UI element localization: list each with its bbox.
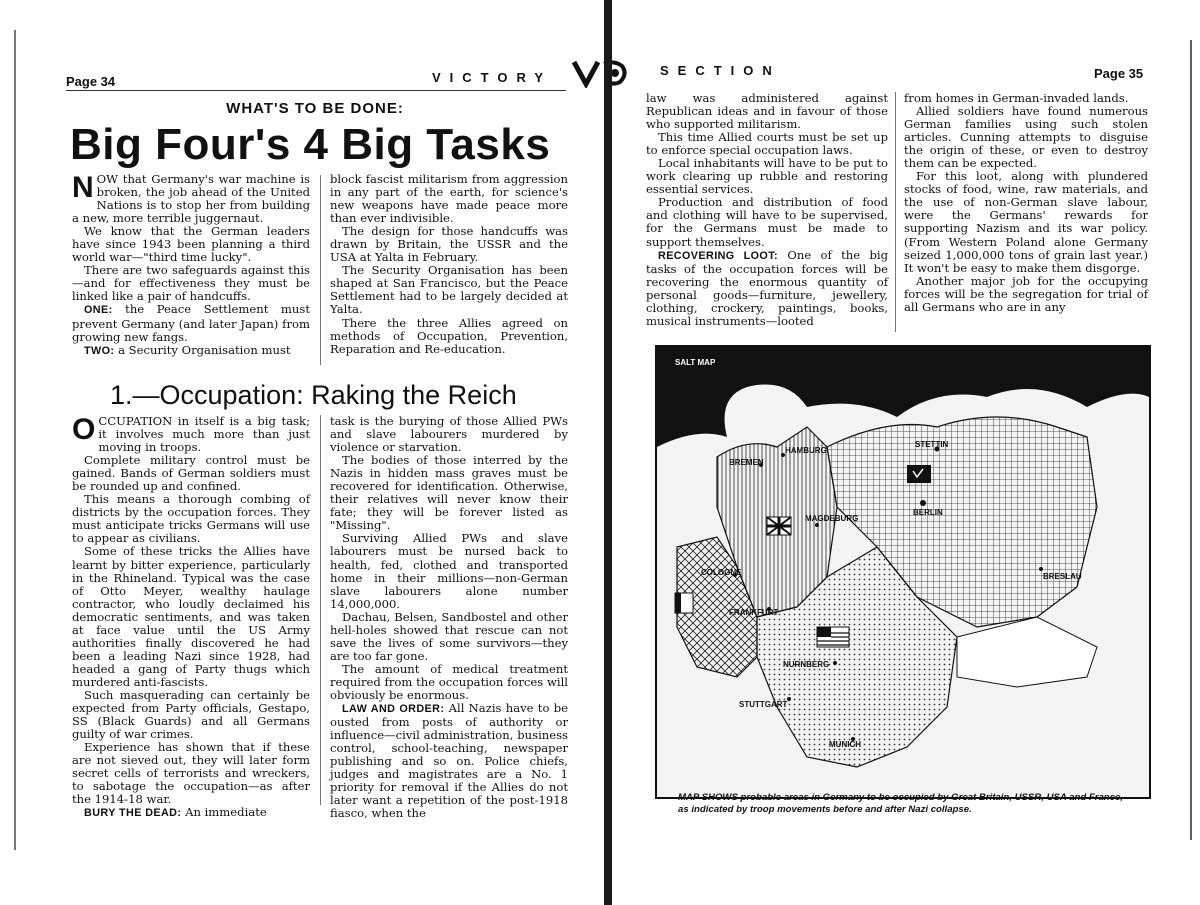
body-para: This time Allied courts must be set up to enforce special occupation laws. <box>646 130 888 158</box>
map-label: BREMEN <box>729 458 764 467</box>
map-label: STETTIN <box>915 440 949 449</box>
body-para: An immediate <box>185 805 267 820</box>
article-kicker: WHAT'S TO BE DONE: <box>226 100 404 117</box>
body-para: Some of these tricks the Allies have learnt by bitter experience, particularly in the Rhineland. Typical was the case of Otto Meyer, wealthy haulage contractor, who loudly declaimed his democratic sentiments, and was taken at face value until the US Army authorities finally discovered he had been a leading Nazi since 1928, had headed a gang of Party thugs which murdered anti-fascists. <box>72 544 310 689</box>
body-para: Experience has shown that if these are not sieved out, they will later form secret cells of terrorists and wreckers, to sabotage the occupation—as after the 1914-18 war. <box>72 740 310 807</box>
body-para: The bodies of those interred by the Nazis in hidden mass graves must be recovered for identification. Otherwise, their relatives will never know their fate; they will be forever listed as "Missing". <box>330 453 568 533</box>
soviet-flag-icon <box>907 465 931 483</box>
dropcap-n: N <box>72 171 94 204</box>
lead-in: ONE: <box>84 304 113 317</box>
intro-para: OW that Germany's war machine is broken, the job ahead of the United Nations is to stop her from building a new, more terrible juggernaut. <box>72 172 310 226</box>
body-para: Dachau, Belsen, Sandbostel and other hell-holes showed that rescue can not save the lives of some survivors—they are too far gone. <box>330 609 568 663</box>
us-flag-icon <box>817 627 849 647</box>
body-para: All Nazis have to be ousted from posts of authority or influence—civil administration, business control, school-teaching, newspaper publishing and so on. Police chiefs, judges and magistrates are a No. 1 priority for removal if the Allies do not later want a repetition of the post-1918 fiasco, when the <box>330 701 568 821</box>
french-flag-icon <box>675 593 693 613</box>
right-column-2 <box>904 92 1148 314</box>
column-rule <box>320 415 321 805</box>
caption-lead: MAP SHOWS <box>678 792 738 803</box>
union-jack-flag-icon <box>767 517 791 535</box>
article-headline: Big Four's 4 Big Tasks <box>70 120 551 169</box>
map-label: STUTTGART <box>739 700 788 709</box>
map-label: BRESLAU <box>1043 572 1082 581</box>
intro-column-1 <box>72 173 310 358</box>
body-para: Allied soldiers have found numerous German families using such stolen articles. Cunning attempts to disguise the origin of these, or even to destroy them can be expected. <box>904 104 1148 171</box>
body-para: task is the burying of those Allied PWs and slave labourers murdered by violence or starvation. <box>330 414 568 455</box>
body-para: law was administered against Republican ideas and in favour of those who supported militarism. <box>646 91 888 132</box>
map-label: NURNBERG <box>783 660 830 669</box>
intro-para: a Security Organisation must <box>118 342 291 357</box>
occupation-map <box>655 345 1151 799</box>
body-para: from homes in German-invaded lands. <box>904 91 1129 105</box>
left-page-number: Page 34 <box>66 74 116 89</box>
intro-para: We know that the German leaders have since 1943 been planning a third world war—"third time lucky". <box>72 224 310 265</box>
lead-in: LAW AND ORDER: <box>342 703 445 716</box>
intro-para: The design for those handcuffs was drawn by Britain, the USSR and the USA at Yalta in February. <box>330 224 568 265</box>
lead-in: RECOVERING LOOT: <box>658 249 779 262</box>
map-caption <box>678 792 1128 816</box>
body-para: Production and distribution of food and clothing will have to be supervised, for the Germans must be made to support themselves. <box>646 195 888 249</box>
right-page-number: Page 35 <box>1094 66 1144 81</box>
victory-v-emblem-icon <box>570 58 634 88</box>
right-column-1 <box>646 92 888 328</box>
body-para: This means a thorough combing of districts by the occupation forces. They must anticipate tricks Germans will use to appear as civilians. <box>72 492 310 546</box>
intro-para: The Security Organisation has been shaped at San Francisco, but the Peace Settlement had to be largely decided at Yalta. <box>330 263 568 317</box>
body-para: The amount of medical treatment required from the occupation forces will obviously be enormous. <box>330 661 568 702</box>
lead-in: BURY THE DEAD: <box>84 807 182 820</box>
map-label: COLOGNE <box>701 568 742 577</box>
body-para: Surviving Allied PWs and slave labourers must be nursed back to health, fed, clothed and transported home in their millions—non-German slave labourers alone number 14,000,000. <box>330 531 568 611</box>
column-rule <box>895 92 896 332</box>
map-label: SALT MAP <box>675 358 716 367</box>
center-gutter <box>604 0 612 905</box>
map-label: BERLIN <box>913 508 943 517</box>
caption-text: probable areas in Germany to be occupied by Great Britain, USSR, USA and France, as indicated by troop movements before and after Nazi collapse. <box>678 792 1123 815</box>
map-label: FRANKFURT <box>729 608 779 617</box>
right-page-edge <box>1190 40 1192 840</box>
intro-para: There the three Allies agreed on methods of Occupation, Prevention, Reparation and Re-education. <box>330 315 568 356</box>
column-rule <box>320 175 321 365</box>
map-drawing <box>657 347 1149 797</box>
running-head-right: SECTION <box>660 63 781 78</box>
lead-in: TWO: <box>84 344 115 357</box>
left-page-edge <box>14 30 16 850</box>
body-para: One of the big tasks of the occupation forces will be recovering the enormous quantity of personal goods—furniture, jewellery, clothing, crockery, paintings, books, musical instruments—looted <box>646 247 889 328</box>
occupation-column-2 <box>330 415 568 820</box>
map-label: MAGDEBURG <box>805 514 859 523</box>
body-para: Local inhabitants will have to be put to work clearing up rubble and restoring essential services. <box>646 156 888 197</box>
map-label: HAMBURG <box>785 446 827 455</box>
section-title: 1.—Occupation: Raking the Reich <box>110 380 517 410</box>
intro-para: the Peace Settlement must prevent Germany (and later Japan) from growing new fangs. <box>72 302 310 344</box>
intro-column-2 <box>330 173 568 356</box>
intro-para: block fascist militarism from aggression in any part of the earth, for science's new weapons have made peace more than ever indivisible. <box>330 172 568 226</box>
dropcap-o: O <box>72 413 96 446</box>
body-para: CCUPATION in itself is a big task; it involves much more than just moving in troops. <box>98 414 310 455</box>
header-rule <box>66 90 566 91</box>
body-para: Another major job for the occupying forces will be the segregation for trial of all Germans who are in any <box>904 273 1148 314</box>
intro-para: There are two safeguards against this—and for effectiveness they must be linked like a pair of handcuffs. <box>72 263 310 304</box>
occupation-column-1 <box>72 415 310 820</box>
body-para: For this loot, along with plundered stocks of food, wine, raw materials, and the use of non-German slave labour, were the Germans' rewards for supporting Nazism and its war policy. (From Western Poland alone Germany seized 1,000,000 tons of grain last year.) It won't be easy to make them disgorge. <box>904 169 1148 275</box>
running-head-left: VICTORY <box>432 70 553 85</box>
map-label: MUNICH <box>829 740 861 749</box>
body-para: Such masquerading can certainly be expected from Party officials, Gestapo, SS (Black Guards) and all Germans guilty of war crimes. <box>72 687 310 742</box>
body-para: Complete military control must be gained. Bands of German soldiers must be rounded up and confined. <box>72 453 310 494</box>
